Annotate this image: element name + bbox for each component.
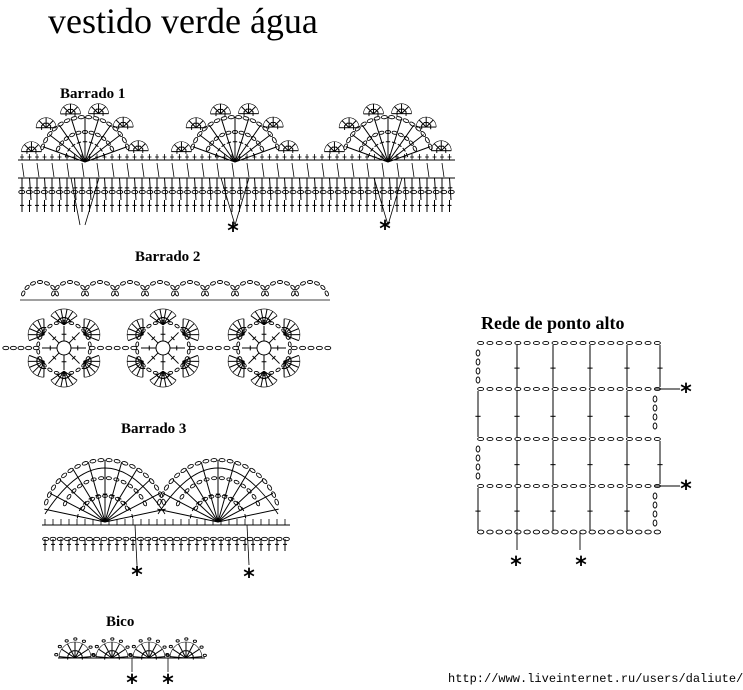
barrado-3-label: Barrado 3 [121, 421, 187, 437]
barrado-1-start-marker: * [227, 219, 239, 244]
rede-row-marker-2: * [680, 477, 692, 502]
barrado-1-repeat-marker: * [379, 217, 391, 242]
barrado-2-label: Barrado 2 [135, 249, 201, 265]
barrado-1-diagram [18, 104, 455, 244]
barrado-1-label: Barrado 1 [60, 86, 126, 102]
page-title: vestido verde água [48, 1, 318, 41]
barrado-3-start-marker: * [131, 563, 143, 588]
source-url[interactable]: http://www.liveinternet.ru/users/daliute/ [448, 672, 743, 686]
bico-label: Bico [106, 614, 135, 630]
rede-start-marker: * [510, 553, 522, 578]
bico-diagram [55, 638, 207, 690]
rede-label: Rede de ponto alto [481, 313, 625, 333]
bico-start-marker: * [126, 671, 138, 690]
barrado-3-diagram [42, 458, 290, 590]
barrado-3-repeat-marker: * [243, 565, 255, 590]
bico-repeat-marker: * [162, 671, 174, 690]
rede-repeat-marker: * [575, 553, 587, 578]
rede-diagram [475, 341, 692, 578]
rede-row-marker-1: * [680, 380, 692, 405]
barrado-2-diagram [3, 281, 331, 388]
